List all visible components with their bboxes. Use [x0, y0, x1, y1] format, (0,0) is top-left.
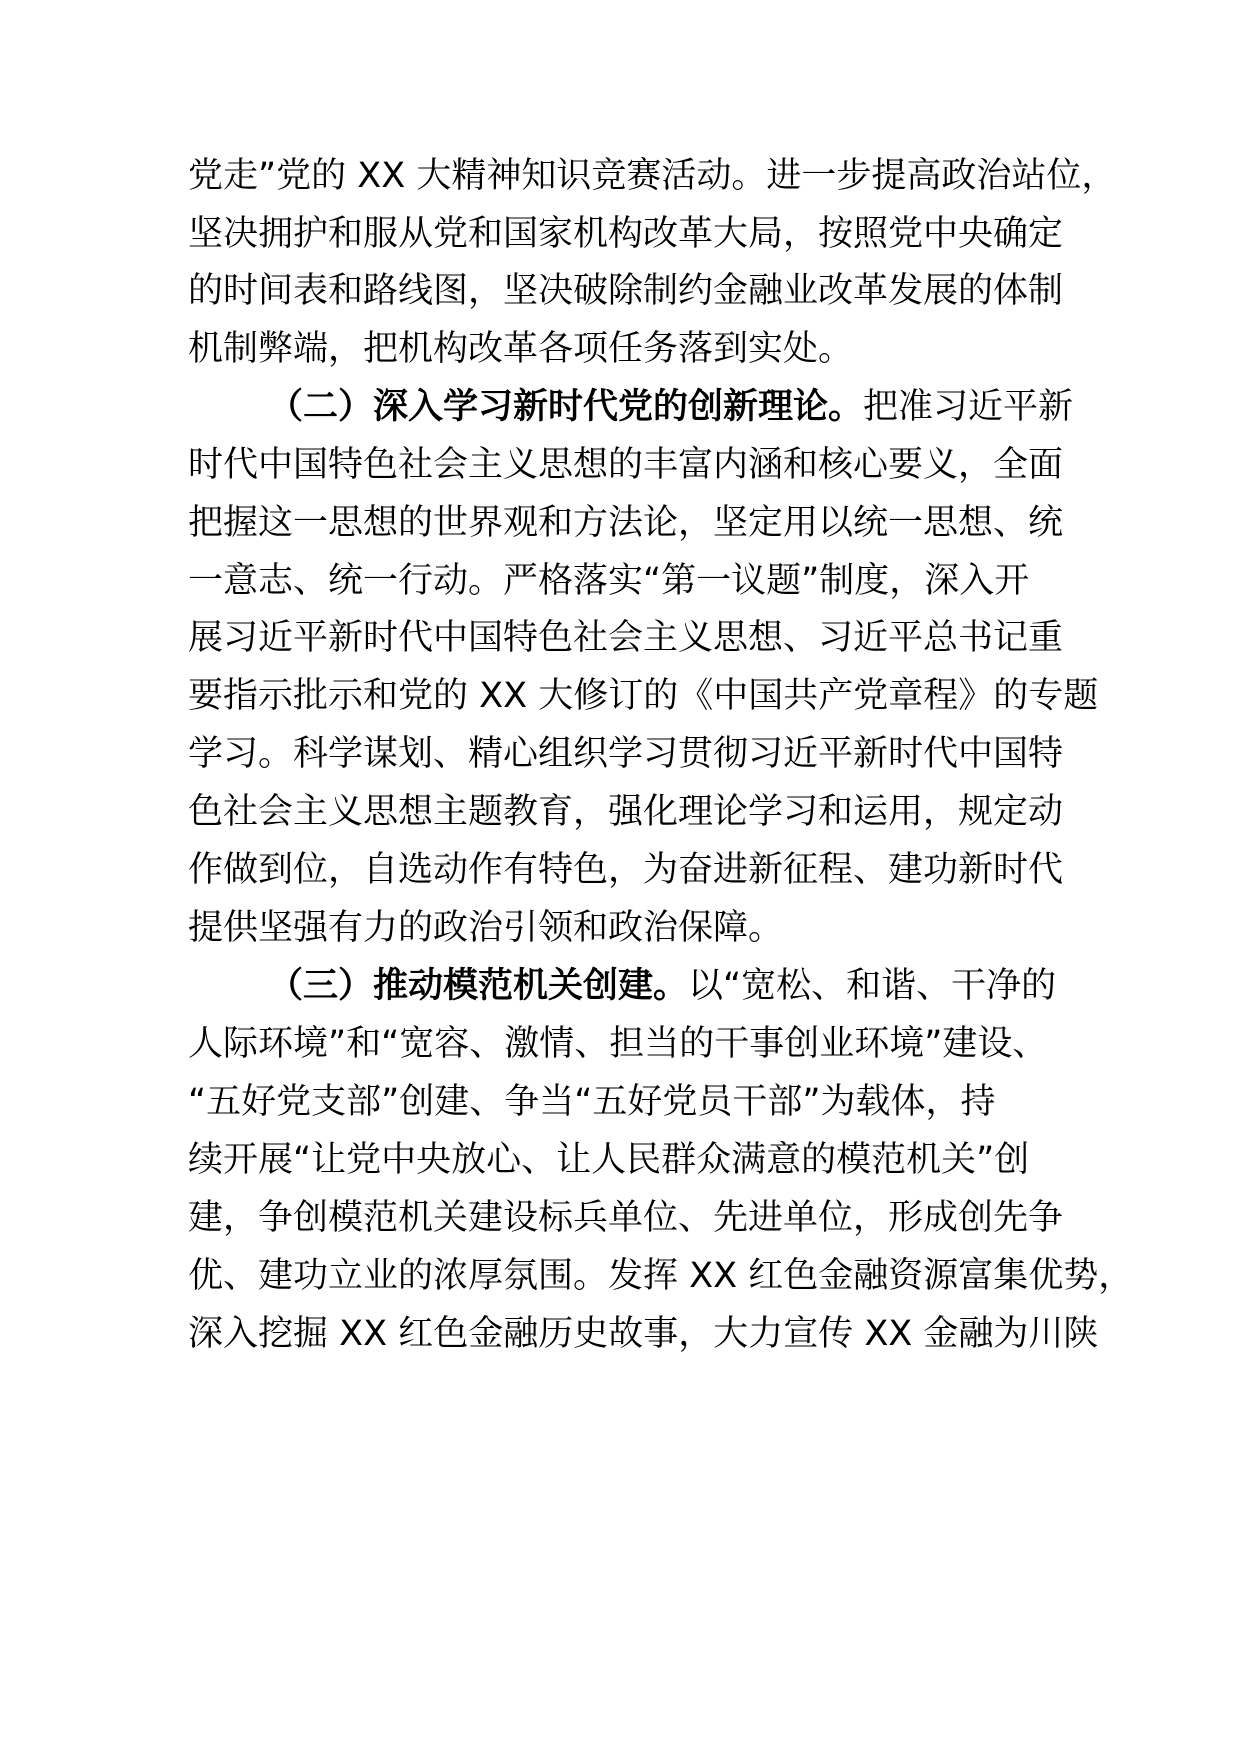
- paragraph-line: 建，争创模范机关建设标兵单位、先进单位，形成创先争: [188, 1198, 1064, 1238]
- paragraph-line: 机制弊端，把机构改革各项任务落到实处。: [188, 329, 854, 369]
- paragraph-line: 的时间表和路线图，坚决破除制约金融业改革发展的体制: [188, 271, 1064, 311]
- paragraph-line: 党走”党的 XX 大精神知识竞赛活动。进一步提高政治站位，: [188, 156, 1117, 196]
- section-heading-3: （三）推动模范机关创建。: [268, 966, 689, 1006]
- section-2-lead-text: 把准习近平新: [863, 387, 1074, 427]
- paragraph-line: 提供坚强有力的政治引领和政治保障。: [188, 908, 784, 948]
- paragraph-line: “五好党支部”创建、争当“五好党员干部”为载体，持: [188, 1082, 996, 1122]
- paragraph-line: 一意志、统一行动。严格落实“第一议题”制度，深入开: [188, 561, 1030, 601]
- section-3-lead-text: 以“宽松、和谐、干净的: [688, 966, 1057, 1006]
- section-2-first-line: [268, 383, 1073, 431]
- paragraph-line: 续开展“让党中央放心、让人民群众满意的模范机关”创: [188, 1140, 1030, 1180]
- paragraph-line: 深入挖掘 XX 红色金融历史故事，大力宣传 XX 金融为川陕: [188, 1314, 1099, 1354]
- paragraph-line: 学习。科学谋划、精心组织学习贯彻习近平新时代中国特: [188, 734, 1064, 774]
- paragraph-line: 优、建功立业的浓厚氛围。发挥 XX 红色金融资源富集优势，: [188, 1256, 1134, 1296]
- paragraph-line: 时代中国特色社会主义思想的丰富内涵和核心要义，全面: [188, 445, 1064, 485]
- paragraph-line: 展习近平新时代中国特色社会主义思想、习近平总书记重: [188, 618, 1064, 658]
- section-heading-2: （二）深入学习新时代党的创新理论。: [268, 387, 864, 427]
- section-3-first-line: [268, 962, 1056, 1010]
- paragraph-line: 人际环境”和“宽容、激情、担当的干事创业环境”建设、: [188, 1024, 1048, 1064]
- paragraph-line: 坚决拥护和服从党和国家机构改革大局，按照党中央确定: [188, 214, 1064, 254]
- paragraph-line: 作做到位，自选动作有特色，为奋进新征程、建功新时代: [188, 850, 1064, 890]
- paragraph-line: 色社会主义思想主题教育，强化理论学习和运用，规定动: [188, 792, 1064, 832]
- paragraph-line: 要指示批示和党的 XX 大修订的《中国共产党章程》的专题: [188, 676, 1099, 716]
- paragraph-line: 把握这一思想的世界观和方法论，坚定用以统一思想、统: [188, 503, 1064, 543]
